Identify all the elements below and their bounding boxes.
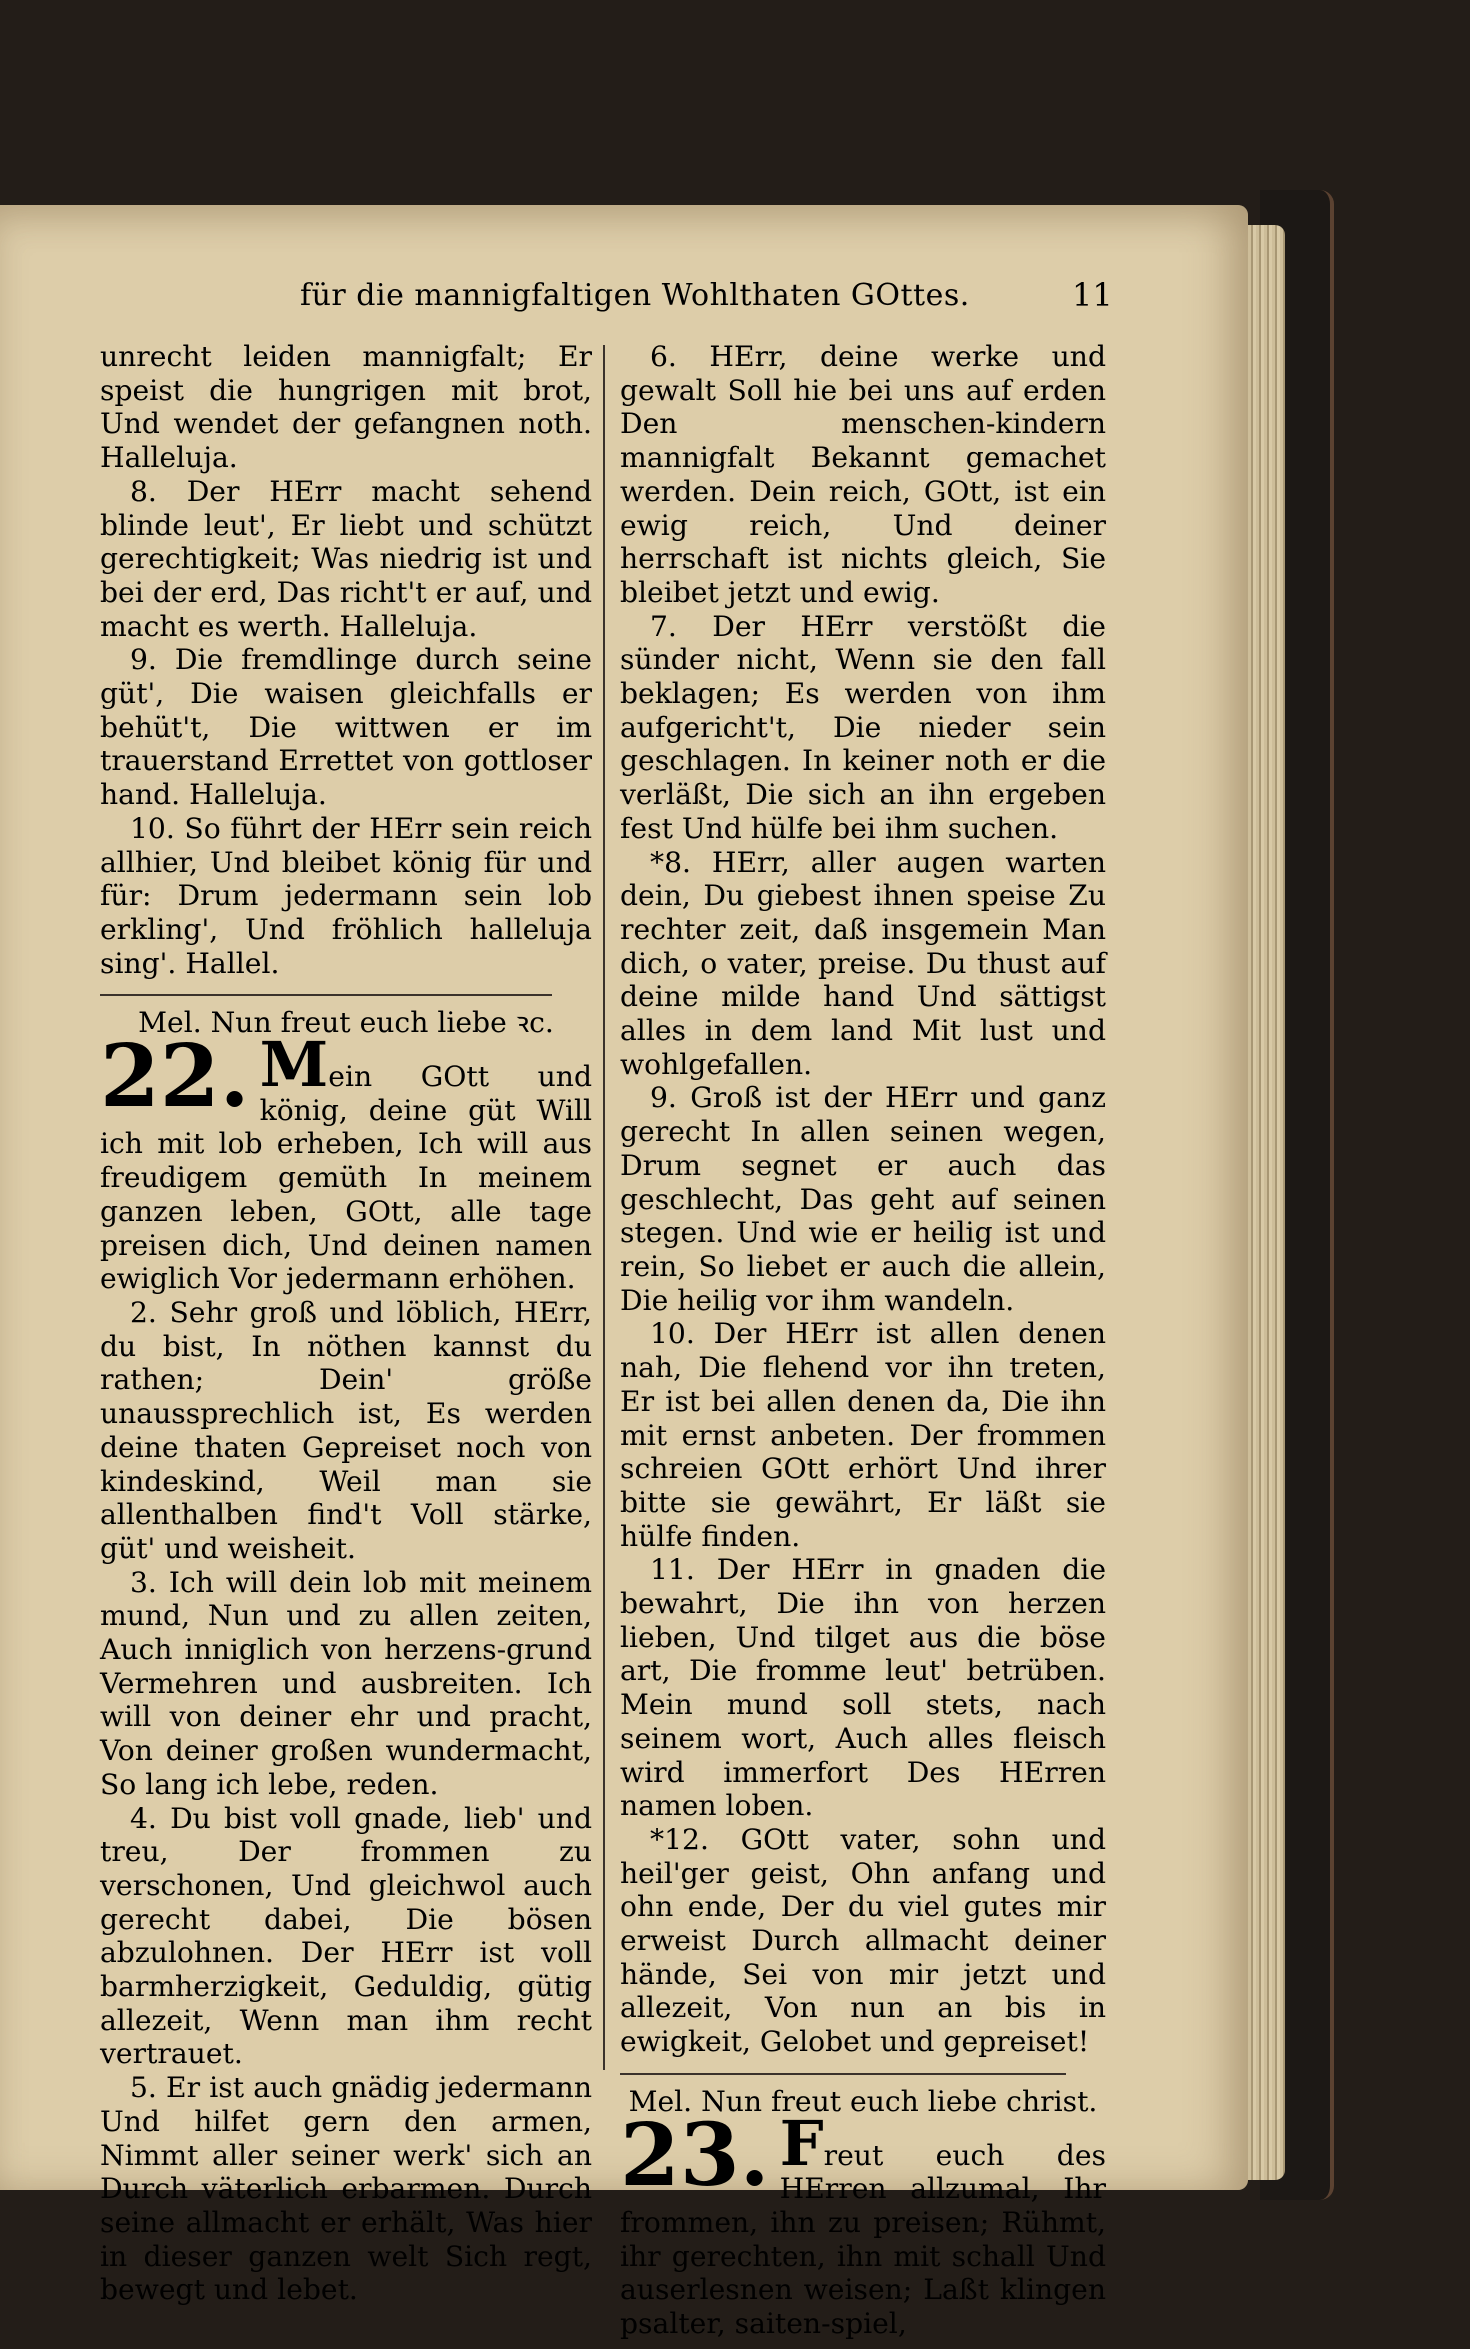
section-rule — [620, 2073, 1066, 2075]
verse: 3. Ich will dein lob mit meinem mund, Nun und zu allen zeiten, Auch inniglich von herzens-grund Vermehren und ausbreiten. Ich will von deiner ehr und pracht, Von deiner großen wundermacht, So lang ich lebe, reden. — [100, 1565, 592, 1801]
page-number: 11 — [1072, 276, 1113, 314]
hymn-number: 23. — [620, 2104, 770, 2206]
verse: 9. Die fremdlinge durch seine güt', Die waisen gleichfalls er behüt't, Die wittwen er im trauerstand Errettet von gottloser hand. Halleluja. — [100, 643, 592, 812]
column-divider — [603, 345, 605, 2070]
section-rule — [100, 994, 552, 996]
hymn-first-verse: reut euch des HErren allzumal, Ihr frommen, ihn zu preisen; Rühmt, ihr gerechten, ihn mit schall Und auserlesnen weisen; Laßt klingen psalter, saiten-spiel, — [620, 2138, 1106, 2341]
running-title: für die mannigfaltigen Wohlthaten GOttes. — [300, 278, 970, 313]
verse: 10. Der HErr ist allen denen nah, Die flehend vor ihn treten, Er ist bei allen denen da, Die ihn mit ernst anbeten. Der frommen schreien GOtt erhört Und ihrer bitte sie gewährt, Er läßt sie hülfe finden. — [620, 1317, 1106, 1553]
drop-initial: F — [779, 2106, 824, 2180]
verse: 11. Der HErr in gnaden die bewahrt, Die ihn von herzen lieben, Und tilget aus die böse art, Die fromme leut' betrüben. Mein mund soll stets, nach seinem wort, Auch alles fleisch wird immerfort Des HErren namen loben. — [620, 1553, 1106, 1823]
verse: 6. HErr, deine werke und gewalt Soll hie bei uns auf erden Den menschen-kindern mannigfalt Bekannt gemachet werden. Dein reich, GOtt, ist ein ewig reich, Und deiner herrschaft ist nichts gleich, Sie bleibet jetzt und ewig. — [620, 340, 1106, 609]
continued-text: unrecht leiden mannigfalt; Er speist die hungrigen mit brot, Und wendet der gefangnen noth. Halleluja. — [100, 340, 592, 475]
verse: 10. So führt der HErr sein reich allhier, Und bleibet könig für und für: Drum jedermann sein lob erkling', Und fröhlich halleluja sing'. Hallel. — [100, 811, 592, 980]
hymn-first-verse: ein GOtt und könig, deine güt Will ich mit lob erheben, Ich will aus freudigem gemüth In meinem ganzen leben, GOtt, alle tage preisen dich, Und deinen namen ewiglich Vor jedermann erhöhen. — [100, 1060, 592, 1296]
melody-line: Mel. Nun freut euch liebe christ. — [628, 2084, 1098, 2118]
hymn-number: 22. — [100, 1026, 250, 1128]
verse: 2. Sehr groß und löblich, HErr, du bist, In nöthen kannst du rathen; Dein' größe unaussprechlich ist, Es werden deine thaten Gepreiset noch von kindeskind, Weil man sie allenthalben find't Voll stärke, güt' und weisheit. — [100, 1295, 592, 1565]
right-column — [620, 340, 1106, 2341]
verse: 9. Groß ist der HErr und ganz gerecht In allen seinen wegen, Drum segnet er auch das geschlecht, Das geht auf seinen stegen. Und wie er heilig ist und rein, So liebet er auch die allein, Die heilig vor ihm wandeln. — [620, 1081, 1106, 1317]
verse: *8. HErr, aller augen warten dein, Du giebest ihnen speise Zu rechter zeit, daß insgemein Man dich, o vater, preise. Du thust auf deine milde hand Und sättigst alles in dem land Mit lust und wohlgefallen. — [620, 845, 1106, 1081]
melody-line: Mel. Nun freut euch liebe ꝛc. — [138, 1006, 554, 1040]
verse: 7. Der HErr verstößt die sünder nicht, Wenn sie den fall beklagen; Es werden von ihm aufgericht't, Die nieder sein geschlagen. In keiner noth er die verläßt, Die sich an ihn ergeben fest Und hülfe bei ihm suchen. — [620, 609, 1106, 845]
verse: 4. Du bist voll gnade, lieb' und treu, Der frommen zu verschonen, Und gleichwol auch gerecht dabei, Die bösen abzulohnen. Der HErr ist voll barmherzigkeit, Geduldig, gütig allezeit, Wenn man ihm recht vertrauet. — [100, 1801, 592, 2071]
verse: *12. GOtt vater, sohn und heil'ger geist, Ohn anfang und ohn ende, Der du viel gutes mir erweist Durch allmacht deiner hände, Sei von mir jetzt und allezeit, Von nun an bis in ewigkeit, Gelobet und gepreiset! — [620, 1822, 1106, 2059]
hymn-22-opening — [100, 1026, 592, 1296]
hymn-23-opening — [620, 2104, 1106, 2341]
verse: 8. Der HErr macht sehend blinde leut', Er liebt und schützt gerechtigkeit; Was niedrig ist und bei der erd, Das richt't er auf, und macht es werth. Halleluja. — [100, 474, 592, 643]
verse: 5. Er ist auch gnädig jedermann Und hilfet gern den armen, Nimmt aller seiner werk' sich an Durch väterlich erbarmen. Durch seine allmacht er erhält, Was hier in dieser ganzen welt Sich regt, bewegt und lebet. — [100, 2071, 592, 2307]
left-column — [100, 340, 592, 2307]
drop-initial: M — [259, 1028, 329, 1102]
